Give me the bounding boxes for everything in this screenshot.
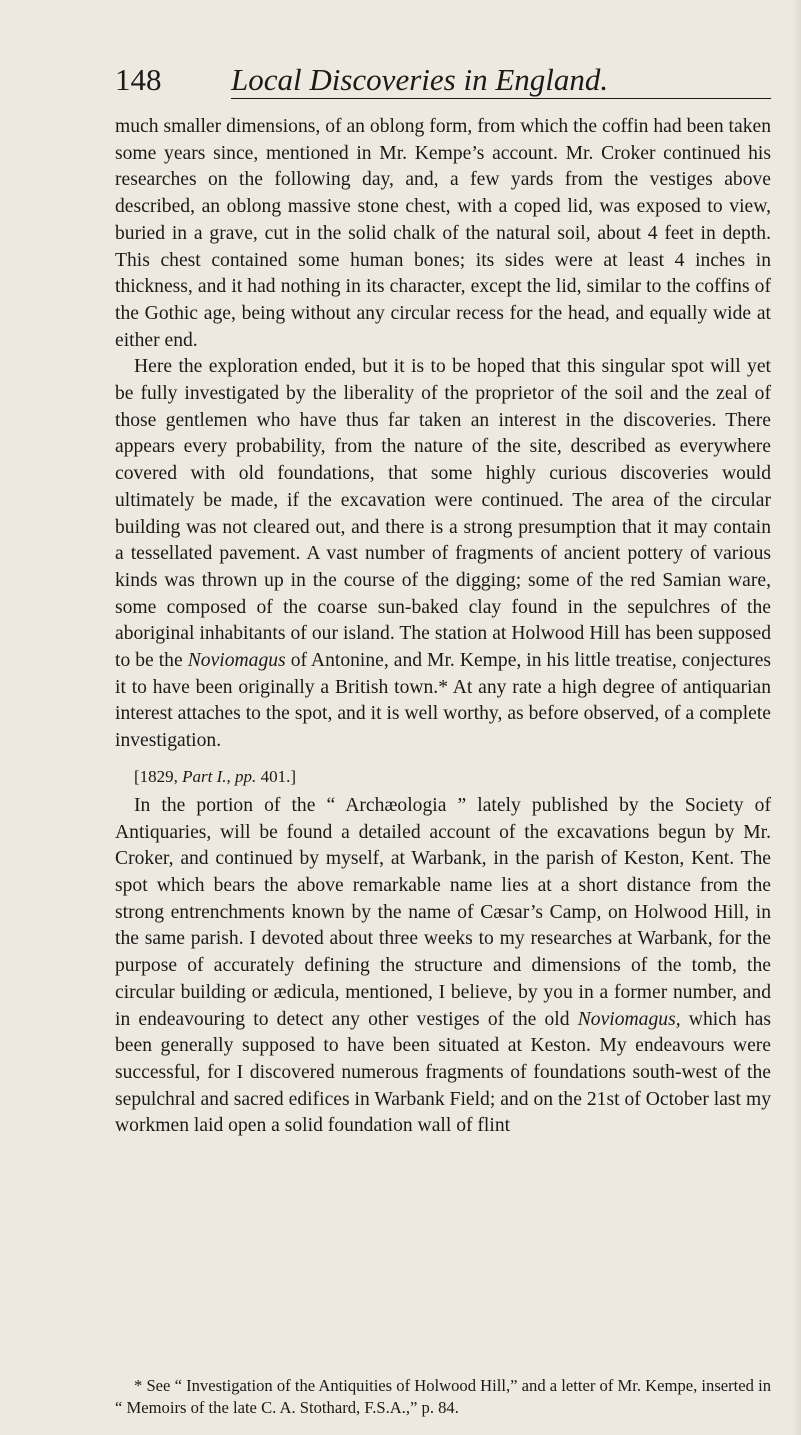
body-text [115,114,771,1140]
noviomagus-italic-2: Noviomagus, [577,1008,681,1030]
footnote [115,1375,771,1418]
page-edge-shadow [791,0,801,1435]
paragraph-2-part-a: Here the exploration ended, but it is to be hoped that this singular spot will yet be fully investigated by the liberality of the proprietor of the soil and the zeal of those gentlemen who have thus far taken an interest in the discoveries. There appears every probability, from the nature of the site, described as everywhere covered with old foundations, that some highly curious discoveries would ultimately be made, if the excavation were continued. The area of the circular building was not cleared out, and there is a strong presumption that it may contain a tessellated pavement. A vast number of fragments of ancient pottery of various kinds was thrown up in the course of the digging; some of the red Samian ware, some composed of the coarse sun-baked clay found in the sepulchres of the aboriginal inhabitants of our island. The station at Holwood Hill has been supposed to be the [115,356,771,672]
date-reference [115,765,771,789]
paragraph-3 [115,793,771,1140]
paragraph-1: much smaller dimensions, of an oblong form, from which the coffin had been taken some years since, mentioned in Mr. Kempe’s account. Mr. Croker continued his researches on the following day, and, a few yards from the vestiges above described, an oblong massive stone chest, with a coped lid, was exposed to view, buried in a grave, cut in the solid chalk of the natural soil, about 4 feet in depth. This chest contained some human bones; its sides were at least 4 inches in thickness, and it had nothing in its character, except the lid, similar to the coffins of the Gothic age, being without any circular recess for the head, and equally wide at either end. [115,116,771,351]
paragraph-2 [115,354,771,755]
running-title: Local Discoveries in England. [231,62,609,97]
date-reference-part: Part I., pp. [182,766,257,786]
date-reference-open: [1829, [134,766,178,786]
paragraph-3-part-b: which has been generally supposed to have been situated at Keston. My endeavours were successful, for I discovered numerous fragments of foundations south-west of the sepulchral and sacred edifices in Warbank Field; and on the 21st of October last my workmen laid open a solid foundation wall of flint [115,1008,771,1137]
footnote-text: * See “ Investigation of the Antiquities of Holwood Hill,” and a letter of Mr. Kempe, inserted in “ Memoirs of the late C. A. Stothard, F.S.A.,” p. 84. [115,1376,771,1417]
header-rule [231,98,771,99]
paragraph-2-part-b: of Antonine, and Mr. Kempe, in his little treatise, conjectures it to have been originally a British town.* At any rate a high degree of antiquarian interest attaches to the spot, and it is well worthy, as before observed, of a complete investigation. [115,650,772,752]
noviomagus-italic: Noviomagus [187,650,286,672]
page-number: 148 [115,62,162,97]
paragraph-3-part-a: In the portion of the “ Archæologia ” lately published by the Society of Antiquaries, will be found a detailed account of the excavations begun by Mr. Croker, and continued by myself, at Warbank, in the parish of Keston, Kent. The spot which bears the above remarkable name lies at a short distance from the strong entrenchments known by the name of Cæsar’s Camp, on Holwood Hill, in the same parish. I devoted about three weeks to my researches at Warbank, for the purpose of accurately defining the structure and dimensions of the tomb, the circular building or ædicula, mentioned, I believe, by you in a former number, and in endeavouring to detect any other vestiges of the old [115,794,771,1030]
date-reference-close: 401.] [260,766,296,786]
page-header [115,60,771,106]
